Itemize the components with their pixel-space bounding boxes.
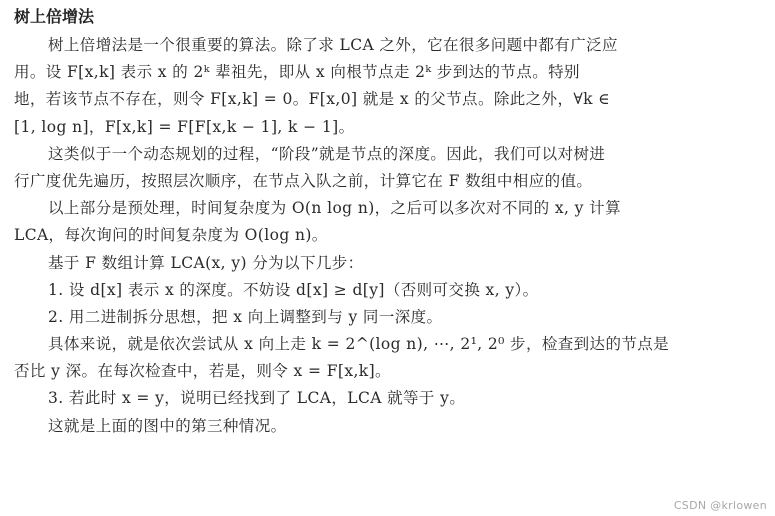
step-2: 2. 用二进制拆分思想，把 x 向上调整到与 y 同一深度。: [48, 307, 443, 326]
text-line: 树上倍增法是一个很重要的算法。除了求 LCA 之外，它在很多问题中都有广泛应: [48, 36, 618, 54]
step-1: 1. 设 d[x] 表示 x 的深度。不妨设 d[x] ≥ d[y]（否则可交换 x, y）。: [48, 280, 539, 299]
paragraph-intro: [14, 32, 763, 141]
step-3: 3. 若此时 x = y，说明已经找到了 LCA，LCA 就等于 y。: [48, 389, 466, 408]
paragraph-complexity: [14, 195, 763, 249]
text-line: 这类似于一个动态规划的过程，“阶段”就是节点的深度。因此，我们可以对树进: [48, 144, 606, 163]
text-line: 基于 F 数组计算 LCA(x, y) 分为以下几步：: [48, 253, 364, 272]
text-line: 地，若该节点不存在，则令 F[x,k] = 0。F[x,0] 就是 x 的父节点。除此之外，∀k ∈: [14, 90, 611, 109]
text-line: [1, log n]，F[x,k] = F[F[x,k − 1], k − 1]。: [14, 117, 355, 136]
paragraph-bfs: [14, 141, 763, 195]
text-line: 以上部分是预处理，时间复杂度为 O(n log n)，之后可以多次对不同的 x, y 计算: [48, 199, 621, 218]
text-line: LCA，每次询问的时间复杂度为 O(log n)。: [14, 226, 328, 245]
paragraph-steps: [14, 250, 763, 440]
text-line: 行广度优先遍历，按照层次顺序，在节点入队之前，计算它在 F 数组中相应的值。: [14, 171, 593, 190]
watermark: CSDN @krlowen: [673, 499, 767, 512]
text-line: 具体来说，就是依次尝试从 x 向上走 k = 2^(log n), ⋯, 2¹, 2⁰ 步，检查到达的节点是: [48, 335, 670, 354]
text-line: 用。设 F[x,k] 表示 x 的 2ᵏ 辈祖先，即从 x 向根节点走 2ᵏ 步到达的节点。特别: [14, 63, 580, 82]
text-line: 否比 y 深。在每次检查中，若是，则令 x = F[x,k]。: [14, 362, 391, 381]
section-title: 树上倍增法: [14, 7, 95, 26]
text-line: 这就是上面的图中的第三种情况。: [48, 416, 287, 435]
